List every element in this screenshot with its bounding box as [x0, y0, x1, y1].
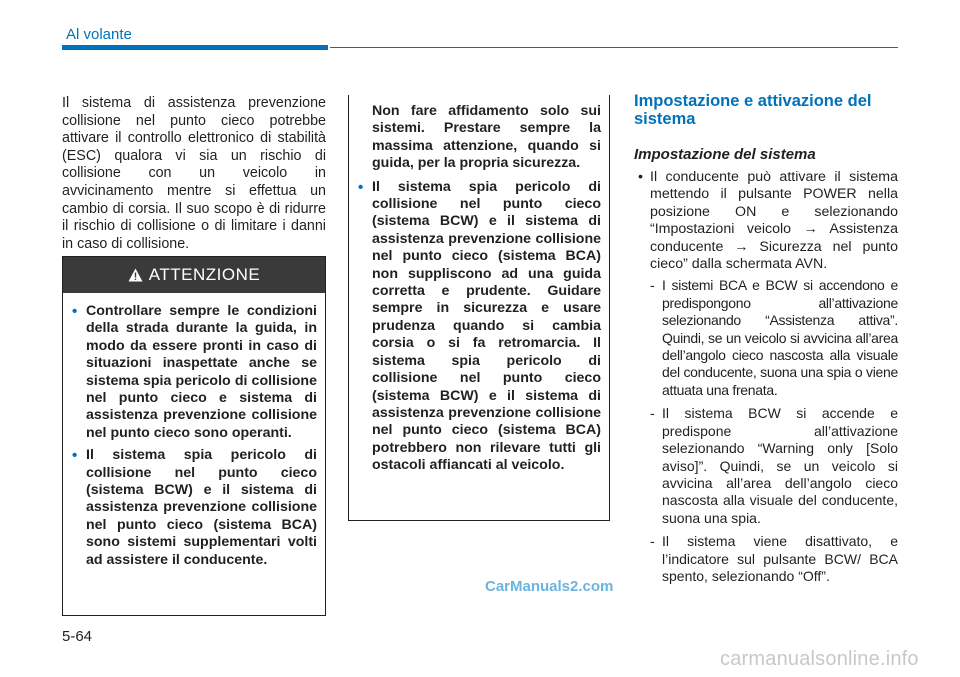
settings-sub-item: - I sistemi BCA e BCW si accendono e predispongono all’attivazione selezionando “Assistenza attiva”. Quindi, se un veicolo si avvicina all’area dell’angolo cieco nascosta alla visuale del conducente, suona una spia o viene attuata una frenata. — [650, 277, 898, 398]
bullet-icon: • — [72, 303, 78, 320]
settings-section — [634, 92, 898, 591]
warning-title: ATTENZIONE — [148, 265, 261, 284]
intro-paragraph: Il sistema di assistenza prevenzione collisione nel punto cieco potrebbe attivare il controllo elettronico di stabilità (ESC) qualora vi sia un rischio di collisione con un veicolo in avvicinamento mentre si effettua un cambio di corsia. Il suo scopo è di ridurre il rischio di collisione o di limitare i danni in caso di collisione. — [62, 95, 326, 252]
section-title: Al volante — [66, 26, 132, 43]
watermark-link[interactable]: CarManuals2.com — [485, 578, 614, 595]
warning-continued-box — [348, 95, 610, 521]
bullet-icon: • — [358, 178, 364, 196]
dash-icon: - — [650, 277, 655, 294]
bullet-icon: • — [72, 447, 78, 465]
header-rule-thin — [330, 47, 898, 48]
header-rule-thick — [62, 45, 328, 50]
warning-item: • Il sistema spia pericolo di collisione nel punto cieco (sistema BCW) e il sistema di assistenza prevenzione collisione nel punto cieco (sistema BCA) non suppliscono ad una guida corretta e prudente. Guidare sempre in sicurezza e usare prudenza quando si cambia corsia o si fa retromarcia. Il sistema spia pericolo di collisione nel punto cieco (sistema BCW) e il sistema di assistenza prevenzione collisione nel punto cieco (sistema BCA) potrebbero non rilevare tutti gli ostacoli affiancati al veicolo. — [358, 178, 601, 474]
warning-continued-list — [357, 103, 601, 475]
settings-sub-item: - Il sistema BCW si accende e predispone all’attivazione selezionando “Warning only [Solo aviso]”. Quindi, se un veicolo si avvicina all’area dell’angolo cieco nascosta alla visuale del conducente, suona una spia. — [650, 405, 898, 526]
footer-watermark: carmanualsonline.info — [720, 648, 919, 670]
warning-list — [71, 303, 317, 569]
settings-subheading: Impostazione del sistema — [634, 146, 816, 163]
warning-item: • Controllare sempre le condizioni della strada durante la guida, in modo da essere pronti in caso di situazioni inaspettate anche se sistema spia pericolo di collisione nel punto cieco e sistema di assistenza prevenzione collisione nel punto cieco sono operanti. — [72, 303, 317, 441]
settings-heading: Impostazione e attivazione del sistema — [634, 92, 872, 128]
settings-main-item: • Il conducente può attivare il sistema mettendo il pulsante POWER nella posizione ON e selezionando “Impostazioni veicolo → Assistenza conducente → Sicurezza nel punto cieco” dalla schermata AVN. — [638, 169, 898, 273]
warning-item: • Il sistema spia pericolo di collisione nel punto cieco (sistema BCW) e il sistema di assistenza prevenzione collisione nel punto cieco (sistema BCA) sono sistemi supplementari volti ad assistere il conducente. — [72, 447, 317, 568]
page-number: 5-64 — [62, 628, 93, 645]
settings-sub-list — [650, 277, 898, 585]
warning-header — [63, 257, 325, 293]
dash-icon: - — [650, 405, 655, 422]
warning-triangle-icon — [128, 268, 143, 282]
settings-sub-item: - Il sistema viene disattivato, e l’indicatore sul pulsante BCW/ BCA spento, selezionando “Off”. — [650, 533, 898, 584]
warning-box — [62, 256, 326, 616]
bullet-icon: • — [638, 169, 643, 185]
warning-lead: Non fare affidamento solo sui sistemi. Prestare sempre la massima attenzione, quando si guida, per la propria sicurezza. — [372, 103, 601, 172]
dash-icon: - — [650, 533, 655, 550]
